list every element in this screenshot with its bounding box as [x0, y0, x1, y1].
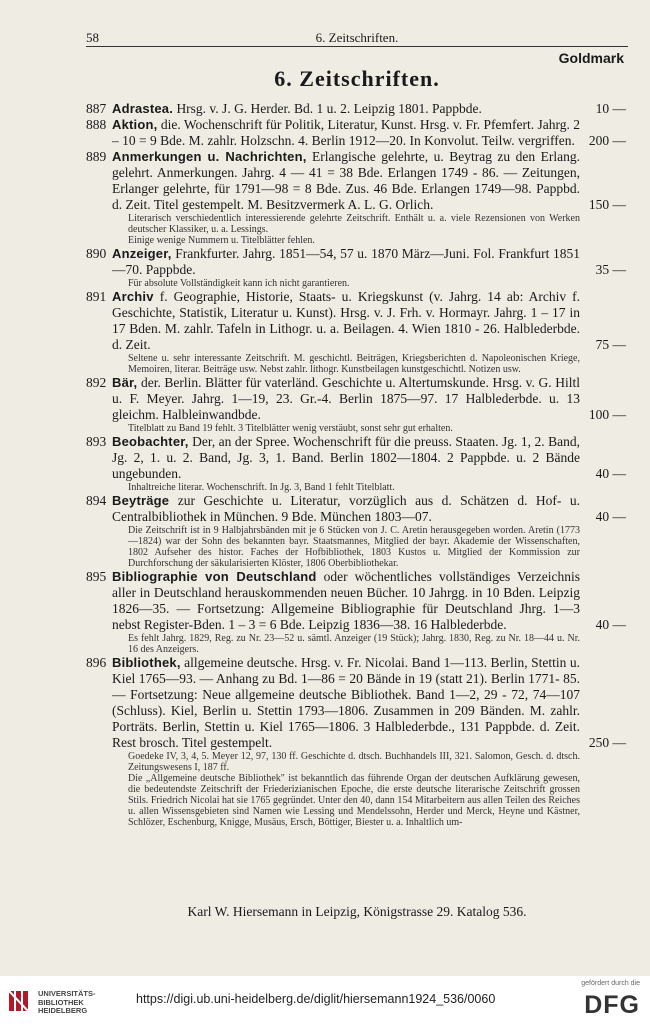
- entry-price: 250 —: [588, 735, 626, 750]
- catalog-entry: [86, 117, 626, 149]
- entry-description: [112, 655, 580, 751]
- catalog-footer: Karl W. Hiersemann in Leipzig, Königstrasse 29. Katalog 536.: [187, 904, 527, 919]
- entry-text: Frankfurter. Jahrg. 1851—54, 57 u. 1870 März—Juni. Fol. Frankfurt 1851—70. Pappbde.: [112, 246, 580, 277]
- catalog-entry: [86, 655, 626, 828]
- entry-number: 893: [86, 434, 107, 449]
- entry-number: 891: [86, 289, 107, 304]
- entry-note: Seltene u. sehr interessante Zeitschrift. M. geschichtl. Beiträgen, Kriegsberichten d. Napoleonischen Kriege, Memoiren, literar. Beiträge usw. Nebst zahlr. lithogr. Kunstbeilagen kunstgeschichtl. Notizen usw.: [128, 353, 580, 375]
- entry-price: 200 —: [588, 133, 626, 148]
- entry-title: Anzeiger,: [112, 246, 172, 261]
- entry-note: Für absolute Vollständigkeit kann ich nicht garantieren.: [128, 278, 350, 289]
- entry-title: Beobachter,: [112, 434, 189, 449]
- entry-number: 890: [86, 246, 107, 261]
- page-number: 58: [86, 30, 99, 45]
- catalog-entry: [86, 101, 626, 117]
- permalink[interactable]: https://digi.ub.uni-heidelberg.de/diglit/hiersemann1924_536/0060: [136, 992, 496, 1006]
- author-name: Goldmark: [558, 50, 624, 66]
- entry-number: 887: [86, 101, 107, 116]
- entry-number: 892: [86, 375, 107, 390]
- entry-price: 100 —: [588, 407, 626, 422]
- dfg-logo[interactable]: DFG: [584, 991, 640, 1019]
- entry-price: 40 —: [595, 617, 626, 632]
- catalog-entry: [86, 149, 626, 246]
- entry-title: Anmerkungen u. Nachrichten,: [112, 149, 307, 164]
- entry-text: allgemeine deutsche. Hrsg. v. Fr. Nicolai. Band 1—113. Berlin, Stettin u. Kiel 1765—93. — Anhang zu Bd. 1—86 = 20 Bände in 19 (statt 21). Berlin 1771- 85. — Fortsetzung: Neue allgemeine deutsche Bibliothek. Band 1—2, 29 - 72, 74—107 (Schluss). Kiel, Berlin u. Stettin 1793—1806. Zusammen in 209 Bänden. M. zahlr. Porträts. Berlin, Stettin u. Kiel 1765—1806. 3 Halblederbde., 131 Pappbde. d. Zeit. Rest brosch. Titel gestempelt.: [112, 655, 581, 750]
- entry-description: [112, 117, 580, 149]
- entry-number: 888: [86, 117, 107, 132]
- entry-title: Bibliographie von Deutschland: [112, 569, 317, 584]
- entry-price: 150 —: [588, 197, 626, 212]
- entry-price: 10 —: [595, 101, 626, 116]
- entry-text: Der, an der Spree. Wochenschrift für die preuss. Staaten. Jg. 1, 2. Band, Jg. 2, 1. u. 2. Band, Jg. 3, 1. Band. Berlin 1802—1804. 2 Pappbde. u. 2 Bände ungebunden.: [112, 434, 580, 481]
- viewer-footer-bar: [0, 976, 650, 1028]
- entry-description: [112, 289, 580, 353]
- entry-list: [86, 101, 626, 828]
- entry-description: [112, 493, 580, 525]
- entry-price: 40 —: [595, 466, 626, 481]
- university-library-logo-icon[interactable]: [8, 988, 34, 1014]
- entry-number: 896: [86, 655, 107, 670]
- entry-number: 895: [86, 569, 107, 584]
- entry-price: 75 —: [595, 337, 626, 352]
- entry-note: Die „Allgemeine deutsche Bibliothek" ist bekanntlich das führende Organ der deutschen Aufklärung gewesen, die bedeutendste Zeitschrift der Friederizianischen Epoche, die erste deutsche literarische Zeitschrift grossen Stils. Friedrich Nicolai hat sie 1765 gegründet. Unter den 40, dann 154 Mitarbeitern aus allen Teilen des Reiches u. allen Wissensgebieten sind Namen wie Lessing und Mendelssohn, Herder und Merck, Heyne und Kästner, Schlözer, Eschenburg, Knigge, Musäus, Ersch, Böttiger, Biester u. a. Inhaltlich um-: [128, 773, 580, 828]
- entry-text: die. Wochenschrift für Politik, Literatur, Kunst. Hrsg. v. Fr. Pfemfert. Jahrg. 2 – 10 = 9 Bde. M. zahlr. Holzschn. 4. Berlin 1912—20. In Konvolut. Teilw. vergriffen.: [112, 117, 581, 148]
- running-title: 6. Zeitschriften.: [315, 30, 399, 45]
- library-name: UNIVERSITÄTS- BIBLIOTHEK HEIDELBERG: [38, 989, 96, 1015]
- entry-price: 35 —: [595, 262, 626, 277]
- entry-description: [112, 434, 580, 482]
- entry-note: Goedeke IV, 3, 4, 5. Meyer 12, 97, 130 ff. Geschichte d. dtsch. Buchhandels III, 321. Salomon, Gesch. d. dtsch. Zeitungswesens I, 187 ff.: [128, 751, 580, 773]
- entry-description: [112, 569, 580, 633]
- section-title: 6. Zeitschriften.: [274, 66, 440, 91]
- entry-description: [112, 246, 580, 278]
- entry-description: [112, 375, 580, 423]
- entry-description: [112, 101, 580, 117]
- catalog-entry: [86, 434, 626, 493]
- entry-text: zur Geschichte u. Literatur, vorzüglich aus d. Schätzen d. Hof- u. Centralbibliothek in München. 9 Bde. München 1803—07.: [112, 493, 581, 524]
- entry-note: Es fehlt Jahrg. 1829, Reg. zu Nr. 23—52 u. sämtl. Anzeiger (19 Stück); Jahrg. 1830, Reg. zu Nr. 18—44 u. Nr. 16 des Anzeigers.: [128, 633, 580, 655]
- catalog-entry: [86, 246, 626, 289]
- catalog-entry: [86, 289, 626, 375]
- entry-text: der. Berlin. Blätter für vaterländ. Geschichte u. Altertumskunde. Hrsg. v. G. Hiltl u. F. Meyer. Jahrg. 1—19, 23. Gr.-4. Berlin 1875—97. 17 Halblederbde. u. 13 gleichm. Halbleinwandbde.: [112, 375, 580, 422]
- catalog-entry: [86, 375, 626, 434]
- entry-title: Beyträge: [112, 493, 170, 508]
- entry-note: Literarisch verschiedentlich interessierende gelehrte Zeitschrift. Enthält u. a. viele Rezensionen von Werken deutscher Klassiker, u. a. Lessings.: [128, 213, 580, 235]
- entry-title: Archiv: [112, 289, 154, 304]
- entry-text: Erlangische gelehrte, u. Beytrag zu den Erlang. gelehrt. Anmerkungen. Jahrg. 4 — 41 = 38 Bde. Erlangen 1749 - 86. — Zeitungen, Erlanger gelehrte, für 1791—98 = 8 Bde. Zus. 46 Bde. Erlangen 1749—98. Pappbd. d. Zeit. Titel gestempelt. M. Besitzvermerk A. L. G. Orlich.: [112, 149, 580, 212]
- entry-note: Titelblatt zu Band 19 fehlt. 3 Titelblätter wenig verstäubt, sonst sehr gut erhalten.: [128, 423, 453, 434]
- entry-note: Einige wenige Nummern u. Titelblätter fehlen.: [128, 235, 315, 246]
- entry-note: Die Zeitschrift ist in 9 Halbjahrsbänden mit je 6 Stücken von J. C. Aretin herausgegeben worden. Aretin (1773—1824) war der Sohn des bekannten bayr. Staatsmannes, Mitglied der bayr. Akademie der Wissenschaften, 1802 Aufseher des histor. Faches der Hofbibliothek, 1803 Kustos u. Mitglied der Kommission zur Durchforschung der säkularisierten Klöster, 1806 Oberbibliothekar.: [128, 525, 580, 569]
- entry-title: Adrastea.: [112, 101, 174, 116]
- catalog-entry: [86, 569, 626, 655]
- entry-description: [112, 149, 580, 213]
- entry-note: Inhaltreiche literar. Wochenschrift. In Jg. 3, Band 1 fehlt Titelblatt.: [128, 482, 395, 493]
- entry-number: 894: [86, 493, 107, 508]
- entry-text: oder wöchentliches vollständiges Verzeichnis aller in Deutschland herauskommenden neuen Bücher. 10 Jahrgg. in 10 Bden. Leipzig 1826—35. — Fortsetzung: Allgemeine Bibliographie für Deutschland Jhrg. 1—3 nebst Register-Bden. 1 – 3 = 6 Bde. Leipzig 1836—38. 16 Halblederbde.: [112, 569, 580, 632]
- entry-title: Bär,: [112, 375, 138, 390]
- header-rule: [86, 46, 628, 47]
- entry-text: f. Geographie, Historie, Staats- u. Kriegskunst (v. Jahrg. 14 ab: Archiv f. Geschichte, Statistik, Literatur u. Kunst). Hrsg. v. J. Frh. v. Hormayr. Jahrg. 1 – 17 in 17 Bden. M. zahlr. Tafeln in Lithogr. u. a. Beilagen. 4. Wien 1810 - 26. Halblederbde. d. Zeit.: [112, 289, 581, 352]
- entry-title: Aktion,: [112, 117, 158, 132]
- entry-title: Bibliothek,: [112, 655, 181, 670]
- entry-number: 889: [86, 149, 107, 164]
- catalog-entry: [86, 493, 626, 569]
- entry-price: 40 —: [595, 509, 626, 524]
- entry-text: Hrsg. v. J. G. Herder. Bd. 1 u. 2. Leipzig 1801. Pappbde.: [176, 101, 482, 116]
- funder-caption: gefördert durch die: [581, 980, 640, 987]
